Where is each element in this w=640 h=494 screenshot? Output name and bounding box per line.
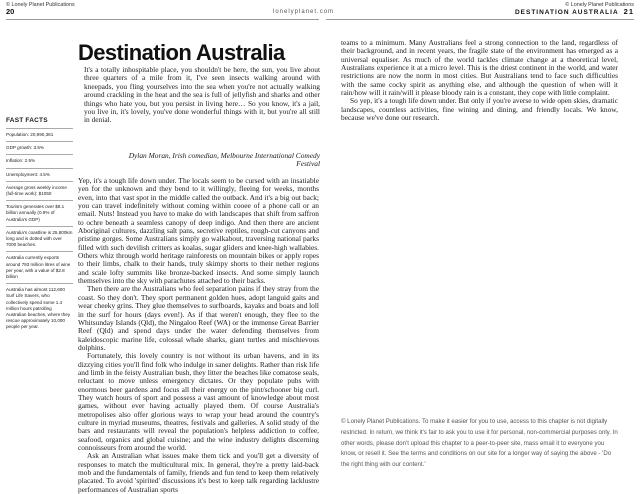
left-page-header	[6, 2, 75, 16]
body-column-left	[78, 177, 319, 494]
right-page-header	[515, 2, 634, 17]
fact-item: Australia has almost 112,600 Surf Life Savers, who collectively spend some 1.4 million hours patrolling Australian beaches, where they rescue approximately 10,000 people per year.	[6, 283, 73, 333]
epigraph-attribution: Dylan Moran, Irish comedian, Melbourne International Comedy Festival	[128, 151, 320, 169]
fact-item: Tourism generates over $8.1 billion annually (0.9% of Australia's GDP)	[6, 200, 73, 226]
epigraph-quote: It's a totally inhospitable place, you shouldn't be here, the sun, you live about three quarters of a mile from it, I've seen insects walking around with kneepads, you fling yourselves into the sea when you're not actually walking around crackling in the heat and the sea is full of jellyfish and sharks and other things who hate you, but you persist in living here… So you know, it's a jail, you live in, it's lovely, you've done wonderful things with it, but you're all still in denial.	[84, 65, 320, 125]
fact-item: Average gross weekly income (full-time work): $1050	[6, 181, 73, 200]
fast-facts-heading: FAST FACTS	[6, 117, 48, 124]
body-paragraph: So yep, it's a tough life down under. But only if you're averse to wide open skies, dramatic landscapes, countless activities, fine wining and dining, and friendly locals. We know, because we've done our research.	[341, 96, 618, 123]
copyright-notice: © Lonely Planet Publications. To make it easier for you to use, access to this chapter is not digitally restricted. In return, we think it's fair to ask you to use it for personal, non-commercial purposes only. In other words, please don't upload this chapter to a peer-to-peer site, mass email it to everyone you know, or resell it. See the terms and conditions on our site for a longer way of saying the above - 'Do the right thing with our content.'	[341, 418, 618, 469]
right-page-number: 21	[623, 7, 634, 16]
body-paragraph: teams to a minimum. Many Australians feel a strong connection to the land, regardless of their background, and in recent years, the fragile state of the environment has emerged as a universal equaliser. As much of the world tackles climate change at a theoretical level, Australians experience it at a micro level. This is the driest continent in the world, and water restrictions are now the norm in most cities. But Australians tend to face such difficulties with the same cocky spirit as anything else, and although the question of when will it rain/how will it rain/will it please bloody rain is a constant, they cope with little complaint.	[341, 38, 618, 98]
fact-item: Australia currently exports around 793 million litres of wine per year, with a value of $2.8 billion	[6, 251, 73, 283]
fact-item: Inflation: 2.5%	[6, 154, 73, 167]
fact-item: Population: 20,990,381	[6, 128, 73, 141]
fast-facts-sidebar	[6, 117, 73, 334]
body-paragraph: Fortunately, this lovely country is not without its urban havens, and in its dizzying cities you'll find folk who indulge in saner delights. Rather than risk life and limb in the feisty Australian bush, they litter the beaches like comatose seals, reluctant to move unless emergency dictates. Or they populate pubs with enormous beer gardens and focus all their energy on the pint/schooner big curl. They watch hours of sport and possess a vast amount of knowledge about most games, without ever having actually played them. Of course Australia's metropolises also offer glorious ways to wrap your head around the country's culture in myriad museums, theatres, festivals and galleries. A solid study of the bars and restaurants will reveal the population's helpless addiction to coffee, seafood, organics and global cuisine; and the wine industry delights discerning connoisseurs from around the world.	[78, 351, 319, 452]
body-paragraph: Ask an Australian what issues make them tick and you'll get a diversity of responses to match the multicultural mix. In general, they're a pretty laid-back mob and the fundamentals of family, friends and fun tend to keep them relatively placated. To avoid 'spirited' discussions it's best to keep talk regarding lacklustre performances of Australian sports	[78, 451, 319, 494]
left-page-number: 20	[6, 7, 15, 16]
body-paragraph: Yep, it's a tough life down under. The locals seem to be cursed with an insatiable yen for the unknown and they bend to it willingly, fleeing for weeks, months even, into that vast spot in the middle called the outback. And it's a big out back; you can travel indefinitely without coming within cooee of a phone call or an email. Nuts! Instead you have to make do with landscapes that shift from saffron to ochre beneath a seamless canopy of deep indigo. And then there are ancient Aboriginal cultures, dazzling salt pans, secretive reptiles, rough-cut canyons and pristine gorges. Some Australians simply go walkabout, traversing national parks filled with such devilish critters as koalas, sugar gliders and knee-high wallabies. Others whiz through world heritage rainforests on mountain bikes or apply ropes to their limbs, chalk to their hands, truly skimpy shorts to their nether regions and scale lofty summits like bronze-backed insects. And some simply launch themselves into the sky with parachutes attached to their backs.	[78, 176, 319, 286]
body-column-right	[341, 39, 618, 122]
site-url: lonelyplanet.com	[273, 9, 335, 15]
chapter-title: Destination Australia	[78, 40, 285, 65]
left-publisher: © Lonely Planet Publications	[6, 2, 75, 8]
fact-item: Unemployment: 4.5%	[6, 168, 73, 181]
running-title	[515, 8, 634, 17]
running-title-text: DESTINATION AUSTRALIA	[514, 9, 619, 16]
header-rule-right	[326, 19, 634, 20]
header-rule-left	[6, 19, 319, 20]
fact-item: Australia's coastline is 25,800km long and is dotted with over 7000 beaches.	[6, 226, 73, 252]
fact-item: GDP growth: 3.5%	[6, 141, 73, 154]
body-paragraph: Then there are the Australians who feel separation pains if they stray from the coast. So they don't. They sport permanent golden hues, adopt languid gaits and wear cheeky grins. They glue themselves to surfboards, kayaks and boats and loll in the surf for hours (days even!). As if that weren't enough, they flee to the Whitsunday Islands (Qld), the Ningaloo Reef (WA) or the immense Great Barrier Reef (Qld) and spend days under the water defending themselves from kaleidoscopic marine life, colossal whale sharks, giant turtles and mischievous dolphins.	[78, 284, 319, 352]
right-publisher: © Lonely Planet Publications	[565, 2, 634, 8]
